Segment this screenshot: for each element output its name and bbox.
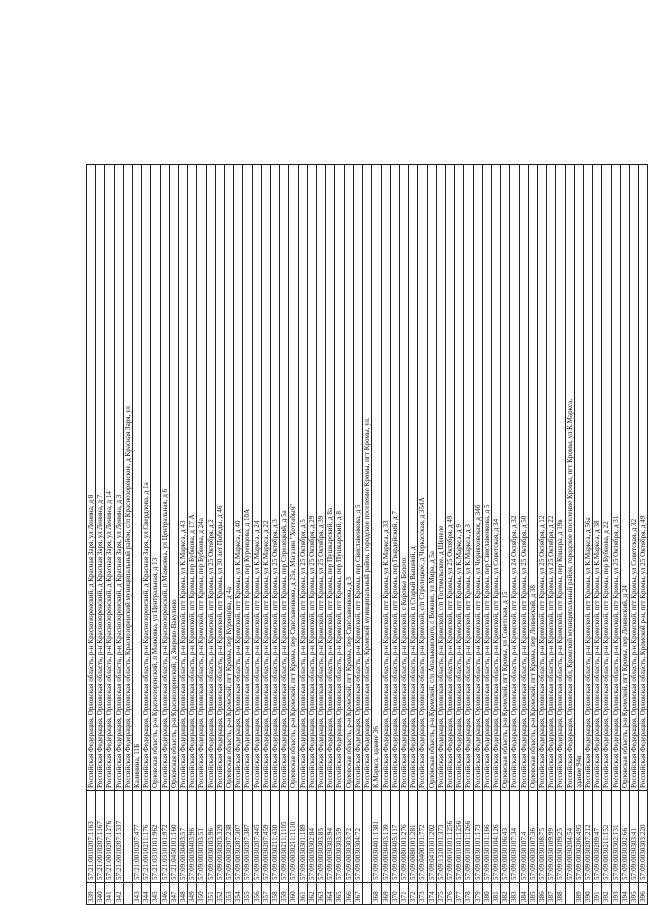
cadastral-number-cell: 57:09:0030206:495 — [574, 791, 583, 883]
cadastral-number-cell: 57:09:0030403:96 — [188, 791, 197, 883]
address-cell: Российская Федерация, Орловская область, р-н Кромской, пгт Кромы, пер Куренцова, д 10А — [243, 165, 252, 791]
row-number-cell: 345 — [151, 883, 160, 905]
cadastral-number-cell: 57:21:0010211:176 — [142, 791, 151, 883]
address-cell: Российская Федерация, Орловская область, р-н Кромской, с/п Гостомльское, д Шепеле — [436, 165, 445, 791]
cadastral-number-cell: 57:21:0310101:962 — [151, 791, 160, 883]
table-row — [602, 165, 611, 905]
table-row — [326, 165, 335, 905]
address-cell: Российская Федерация, Орловская область, р-н Краснозоренский, д Красная Заря, ул Ленина, д 7 — [96, 165, 105, 791]
row-number-cell: 396 — [639, 883, 648, 905]
address-cell: Российская Федерация, Орловская область, р-н Кромской, пгт Кромы, ул К.Маркса, д 24 — [252, 165, 261, 791]
cadastral-number-cell: 57:09:0030401:1381 — [372, 791, 381, 883]
address-cell: Российская Федерация, Орловская область, р-н Кромской, пгт Кромы, пер Пушкарский, д 8 — [335, 165, 344, 791]
table-row — [114, 165, 123, 905]
address-cell: Российская Федерация, Орловская область, р-н Кромской, пгт Кромы, ул 25 Октября, д 2 — [206, 165, 215, 791]
cadastral-number-cell: 57:09:0030303:59 — [335, 791, 344, 883]
address-cell: здание 94в — [574, 165, 583, 791]
cadastral-number-cell: 57:09:0030204:54 — [565, 791, 574, 883]
cadastral-number-cell: 57:09:0030107:36 — [528, 791, 537, 883]
table-row — [280, 165, 289, 905]
address-cell: Российская Федерация, Орловская область, Кромской муниципальный район, городское поселение Кромы, пгт Кромы, ул. — [363, 165, 372, 791]
cadastral-number-cell: 57:21:0010207:1276 — [105, 791, 114, 883]
table-row — [399, 165, 408, 905]
row-number-cell: 388 — [556, 883, 565, 905]
row-number-cell: 354 — [234, 883, 243, 905]
cadastral-number-cell: 57:21:0010207:1167 — [96, 791, 105, 883]
address-cell: Орловская область, р-н Кромской, пгт Кромы, пер Свиславенкова, д 3 — [344, 165, 353, 791]
table-row — [179, 165, 188, 905]
address-cell: Российская Федерация, Орловская область, р-н Кромской, пгт Кромы, ул 25 Октября, д 3 — [271, 165, 280, 791]
cadastral-number-cell: 57:09:0030101:173 — [473, 791, 482, 883]
address-cell: Орловская область, р-н Краснозоренский, д Зверево-Вакулино — [169, 165, 178, 791]
table-row — [206, 165, 215, 905]
cadastral-number-cell: 57:21:0010207:1163 — [87, 791, 96, 883]
table-row — [372, 165, 381, 905]
table-row — [611, 165, 620, 905]
row-number-cell: 348 — [179, 883, 188, 905]
row-number-cell: 374 — [427, 883, 436, 905]
address-cell: Российская Федерация, Орловская область, р-н Кромской, пгт Кромы, пер Пушкарский, д 8а — [326, 165, 335, 791]
table-row — [464, 165, 473, 905]
cadastral-number-cell: 57:09:0030103:51 — [197, 791, 206, 883]
table-row — [271, 165, 280, 905]
address-cell: Российская Федерация, Орловская область, р-н Кромской, пгт Кромы, ул 25 Октября, д 29 — [307, 165, 316, 791]
address-cell: Российская Федерация, Орловская область, р-н Кромской, пгт Кромы, пер Гвардейский, д 7 — [390, 165, 399, 791]
table-row — [528, 165, 537, 905]
cadastral-number-cell: 57:09:0010101:1256 — [455, 791, 464, 883]
table-row — [188, 165, 197, 905]
row-number-cell: 394 — [620, 883, 629, 905]
table-row — [87, 165, 96, 905]
address-cell: Орловская область, р-н Кромской, пгт Кромы, ул Советская, д 15 — [501, 165, 510, 791]
cadastral-number-cell: 57:09:0080101:276 — [399, 791, 408, 883]
table-row — [556, 165, 565, 905]
row-number-cell: 395 — [629, 883, 638, 905]
cadastral-number-cell — [123, 791, 132, 883]
table-row — [491, 165, 500, 905]
table-row — [160, 165, 169, 905]
table-row — [473, 165, 482, 905]
cadastral-number-cell: 57:09:0030101:166 — [482, 791, 491, 883]
table-row — [344, 165, 353, 905]
row-number-cell: 341 — [105, 883, 114, 905]
address-cell: Орловская область, р-н Кромской, с/п Апальковского, с Вожово, ул Мира, д 5а — [427, 165, 436, 791]
address-cell: Российская Федерация, Орловская область, р-н Кромской, пгт Кромы, ул 25 Октября, д 50 — [519, 165, 528, 791]
row-number-cell: 357 — [261, 883, 270, 905]
row-number-cell — [363, 883, 372, 905]
cadastral-number-cell: 57:09:0030302:131 — [611, 791, 620, 883]
row-number-cell: 361 — [298, 883, 307, 905]
row-number-cell — [565, 883, 574, 905]
cadastral-number-cell: 57:09:0030203:329 — [215, 791, 224, 883]
address-cell: Российская Федерация, Орловская область, р-н Кромской, пгт Кромы, ул 25 Октября, д 31 — [611, 165, 620, 791]
cadastral-number-cell: 57:09:0030303:94 — [326, 791, 335, 883]
row-number-cell: 349 — [188, 883, 197, 905]
cadastral-number-cell: 57:09:0030107:4 — [519, 791, 528, 883]
table-row — [519, 165, 528, 905]
address-cell: Российская Федерация, Орловская область, р-н Кромской, пгт Кромы, пер Стрелецкий, д 5а — [280, 165, 289, 791]
address-cell: Российская Федерация, Орловская область, р-н Краснозоренский, д Красная Заря, ул Ленина, д 3 — [114, 165, 123, 791]
row-number-cell: 376 — [445, 883, 454, 905]
table-row — [261, 165, 270, 905]
row-number-cell: 387 — [547, 883, 556, 905]
row-number-cell: 352 — [215, 883, 224, 905]
address-cell: Российская Федерация, Орловская область, р-н Кромской, пгт Кромы, ул К.Маркса, д 9 — [455, 165, 464, 791]
address-cell: Российская Федерация, Орловская область, р-н Кромской, пгт Кромы, ул К.Маркса, д 22 — [261, 165, 270, 791]
address-cell: Российская Федерация, Орловская область, р-н Кромской, пгт Кромы, ул Советская, д 32 — [629, 165, 638, 791]
address-cell: Российская Федерация, Орловская область, Краснозоренский муниципальный район, с/п Краснозоренское, д Красная Заря, ул — [123, 165, 132, 791]
cadastral-number-cell — [363, 791, 372, 883]
table-row — [381, 165, 390, 905]
cadastral-number-cell: 57:09:0030303:41 — [629, 791, 638, 883]
row-number-cell: 356 — [252, 883, 261, 905]
address-cell: Российская Федерация, Орловская область, р-н Краснозоренский, д Красная Заря, ул Свердлова, д 1а — [142, 165, 151, 791]
address-cell: Российская Федерация, Орловская область, р-н Кромской, пгт Кромы, ул 25 Октября, д 12 — [537, 165, 546, 791]
row-number-cell: 353 — [225, 883, 234, 905]
row-number-cell: 366 — [344, 883, 353, 905]
cadastral-number-cell: 57:09:0030211:1105 — [280, 791, 289, 883]
cadastral-number-cell: 57:09:0410101:202 — [427, 791, 436, 883]
address-cell: Российская Федерация, Орловская область, р-н Кромской, пгт Кромы, ул 25 Октября, д 49 — [445, 165, 454, 791]
address-cell: Российская Федерация, Орловская область, р-н Кромской, пгт Кромы, ул К.Маркса, д 40 — [234, 165, 243, 791]
address-cell: Российская Федерация, Орловская область, р-н Кромской, п Старый Вышний, д — [409, 165, 418, 791]
table-row — [243, 165, 252, 905]
row-number-cell: 389 — [574, 883, 583, 905]
table-row — [593, 165, 602, 905]
cadastral-number-cell: 57:09:0010101:1266 — [464, 791, 473, 883]
address-cell: К.Маркса, здание 36 — [372, 165, 381, 791]
table-row — [583, 165, 592, 905]
row-number-cell: 385 — [528, 883, 537, 905]
address-cell: Орловская область, р-н Кромской, пгт Кромы, пер Ленинский, д 24 — [620, 165, 629, 791]
cadastral-number-cell: 57:09:0030109:99 — [547, 791, 556, 883]
table-row — [565, 165, 574, 905]
address-cell: Российская Федерация, Орловская обл, Кромской муниципальный район, городское поселение Кромы, пгт Кромы, ул К.Маркса, — [565, 165, 574, 791]
cadastral-number-cell: 57:09:1310101:373 — [436, 791, 445, 883]
table-row — [482, 165, 491, 905]
address-cell: Российская Федерация, Орловская область, р-н Кромской, пгт Кромы, ул 25 Октября, д 39 — [317, 165, 326, 791]
row-number-cell: 343 — [133, 883, 142, 905]
row-number-cell: 380 — [482, 883, 491, 905]
address-cell: Российская Федерация, Орловская область, р-н Кромской, пгт Кромы, ул 25 Октября, д 5 — [298, 165, 307, 791]
row-number-cell: 351 — [206, 883, 215, 905]
address-cell: Российская Федерация, Орловская область, р-н Кромской, пгт Кромы, ул К.Маркса, д 43 — [179, 165, 188, 791]
address-cell: Российская Федерация, Орловская область, р-н Кромской, пгт Кромы, пер Бубнова, д 24а — [197, 165, 206, 791]
address-cell: Российская Федерация, Орловская область, р-н Кромской, с/п Стрелецкое, д Черкасская, д 354А — [418, 165, 427, 791]
cadastral-number-cell: 57:09:0030207:212 — [583, 791, 592, 883]
cadastral-number-cell: 57:09:0030103:96 — [206, 791, 215, 883]
cadastral-number-cell: 57:09:0030303:72 — [344, 791, 353, 883]
table-body — [87, 165, 648, 905]
row-number-cell: 347 — [169, 883, 178, 905]
table-row — [353, 165, 362, 905]
table-row — [105, 165, 114, 905]
cadastral-number-cell: 57:09:0030302:66 — [620, 791, 629, 883]
table-row — [363, 165, 372, 905]
cadastral-number-cell: 57:09:0030211:430 — [271, 791, 280, 883]
address-cell: Российская Федерация, Орловская область, р-н Кромской, с Коровье Болото — [399, 165, 408, 791]
table-row — [307, 165, 316, 905]
row-number-cell: 375 — [436, 883, 445, 905]
address-cell: Российская Федерация, Орловская область, р-н Кромской, пгт Кромы, пер Бубнова, д 22 — [602, 165, 611, 791]
row-number-cell: 364 — [326, 883, 335, 905]
blank-margin — [622, 0, 640, 905]
cadastral-number-cell: 57:09:0010101:1256 — [445, 791, 454, 883]
table-row — [436, 165, 445, 905]
address-cell: Российская Федерация, Орловская область, р-н Кромской, пгт Кромы, ул 30 лет Победы, д 46 — [215, 165, 224, 791]
row-number-cell — [123, 883, 132, 905]
cadastral-number-cell: 57:09:0030104:126 — [491, 791, 500, 883]
cadastral-number-cell: 57:09:0030207:307 — [234, 791, 243, 883]
cadastral-number-cell: 57:09:0030403:57 — [179, 791, 188, 883]
row-number-cell: 369 — [381, 883, 390, 905]
table-row — [501, 165, 510, 905]
cadastral-number-cell: 57:09:0030405:117 — [390, 791, 399, 883]
table-row — [234, 165, 243, 905]
address-cell: Российская Федерация, Орловская область, р-н Краснозоренский, д Красная Заря, ул Ленина, д 14 — [105, 165, 114, 791]
address-cell: Российская Федерация, Орловская область, р-н Краснозоренский, д Красная Заря, ул Ленина, д 8 — [87, 165, 96, 791]
row-number-cell: 355 — [243, 883, 252, 905]
row-number-cell: 350 — [197, 883, 206, 905]
row-number-cell: 360 — [289, 883, 298, 905]
cadastral-number-cell: 57:09:0030211:152 — [602, 791, 611, 883]
row-number-cell: 342 — [114, 883, 123, 905]
row-number-cell: 384 — [519, 883, 528, 905]
address-cell: Российская Федерация, Орловская область, р-н Кромской, пгт Кромы, ул Черняховская, д 34б — [473, 165, 482, 791]
row-number-cell: 339 — [87, 883, 96, 905]
table-row — [317, 165, 326, 905]
row-number-cell: 346 — [160, 883, 169, 905]
table-row — [142, 165, 151, 905]
row-number-cell: 382 — [501, 883, 510, 905]
address-cell: Российская Федерация, Орловская область, р-н Кромской, пгт Кромы, ул К.Маркса, д 56а — [583, 165, 592, 791]
row-number-cell: 386 — [537, 883, 546, 905]
address-cell: Орловская область, р-н Кромской, пгт Кромы, пер Ленинский, д 38 — [528, 165, 537, 791]
row-number-cell: 365 — [335, 883, 344, 905]
address-cell: Калинина, 11Б — [133, 165, 142, 791]
row-number-cell: 392 — [602, 883, 611, 905]
table-row — [123, 165, 132, 905]
table-row — [252, 165, 261, 905]
table-row — [455, 165, 464, 905]
address-cell: Орловская область, р-н Краснозоренский, п Маяковка, ул Центральная, д 13 — [151, 165, 160, 791]
table-row — [445, 165, 454, 905]
row-number-cell: 358 — [271, 883, 280, 905]
cadastral-number-cell: 57:09:0030106:43 — [501, 791, 510, 883]
table-row — [151, 165, 160, 905]
address-cell: Российская Федерация, Орловская область, р-н Кромской, пгт Кромы, ул 24 Октября, д 32 — [510, 165, 519, 791]
address-cell: Российская Федерация, Орловская область, Кромской р-н, пгт Кромы, ул 25 Октября, д 49 — [639, 165, 648, 791]
cadastral-number-cell: 57:09:0030302:84 — [307, 791, 316, 883]
row-number-cell: 371 — [399, 883, 408, 905]
row-number-cell: 368 — [372, 883, 381, 905]
row-number-cell: 340 — [96, 883, 105, 905]
address-cell: Российская Федерация, Орловская область, р-н Кромской, пгт Кромы, ул К.Маркса, д 38 — [593, 165, 602, 791]
row-number-cell: 390 — [583, 883, 592, 905]
cadastral-number-cell: 57:09:0400101:772 — [418, 791, 427, 883]
cadastral-number-cell: 57:09:0030209:47 — [593, 791, 602, 883]
address-cell: Российская Федерация, Орловская область, р-н Краснозоренский, п Маяковка, ул Центральная, д 6 — [160, 165, 169, 791]
table-row — [510, 165, 519, 905]
cadastral-number-cell: 57:09:0030109:25 — [556, 791, 565, 883]
cadastral-number-cell: 57:09:0030303:220 — [639, 791, 648, 883]
address-cell: Российская Федерация, Орловская область, р-н Кромской, пгт Кромы, ул К.Маркса, д 3 — [464, 165, 473, 791]
table-row — [418, 165, 427, 905]
cadastral-number-cell: 57:09:0030107:34 — [510, 791, 519, 883]
row-number-cell: 377 — [455, 883, 464, 905]
address-cell: Российская Федерация, Орловская область, р-н Кромской, пгт Кромы, пер Бубнова, д 17 А — [188, 165, 197, 791]
row-number-cell: 370 — [390, 883, 399, 905]
row-number-cell: 372 — [409, 883, 418, 905]
table-row — [390, 165, 399, 905]
cadastral-number-cell: 57:09:0030303:85 — [317, 791, 326, 883]
table-row — [409, 165, 418, 905]
address-cell: Российская Федерация, Орловская область, р-н Кромской, пгт Кромы, пер Кошара, д 19в — [556, 165, 565, 791]
row-number-cell: 378 — [464, 883, 473, 905]
address-cell: Российская Федерация, Орловская область, р-н Кромской, пгт Кромы, ул Советская, д 34 — [491, 165, 500, 791]
row-number-cell: 373 — [418, 883, 427, 905]
cadastral-number-cell: 57:09:0030304:72 — [353, 791, 362, 883]
cadastral-number-cell: 57:21:0450101:160 — [169, 791, 178, 883]
rotated-table-container — [86, 165, 648, 905]
cadastral-number-cell: 57:09:0030301:189 — [298, 791, 307, 883]
row-number-cell: 359 — [280, 883, 289, 905]
table-row — [427, 165, 436, 905]
cadastral-number-cell: 57:09:0030207:238 — [225, 791, 234, 883]
row-number-cell: 391 — [593, 883, 602, 905]
row-number-cell: 344 — [142, 883, 151, 905]
row-number-cell: 383 — [510, 883, 519, 905]
cadastral-number-cell: 57:09:0080101:281 — [409, 791, 418, 883]
cadastral-number-cell: 57:09:0030211:1110 — [289, 791, 298, 883]
table-row — [215, 165, 224, 905]
address-cell: Российская Федерация, Орловская область, р-н Кромской, пгт Кромы, ул К.Маркса, д 33 — [381, 165, 390, 791]
table-row — [169, 165, 178, 905]
table-row — [225, 165, 234, 905]
cadastral-number-cell: 57:21:0010207:477 — [133, 791, 142, 883]
table-row — [335, 165, 344, 905]
cadastral-number-cell: 57:09:0030207:445 — [252, 791, 261, 883]
address-cell: Орловская область, р-н Кромской, пгт Кромы, пер Куренцова, д 4а — [225, 165, 234, 791]
table-row — [197, 165, 206, 905]
table-row — [574, 165, 583, 905]
row-number-cell: 363 — [317, 883, 326, 905]
address-cell: Орловская область, р-н Кромской, пгт Кромы, пер Свиславенкова, д 25а, Магазин "Хоттабыч" — [289, 165, 298, 791]
table-row — [537, 165, 546, 905]
row-number-cell: 381 — [491, 883, 500, 905]
row-number-cell: 379 — [473, 883, 482, 905]
cadastral-number-cell: 57:21:0310101:972 — [160, 791, 169, 883]
row-number-cell: 367 — [353, 883, 362, 905]
cadastral-number-cell: 57:09:0030207:387 — [243, 791, 252, 883]
table-row — [96, 165, 105, 905]
cadastral-number-cell: 57:09:0030108:75 — [537, 791, 546, 883]
cadastral-number-cell: 57:21:0010207:1337 — [114, 791, 123, 883]
cadastral-number-cell: 57:09:0030207:459 — [261, 791, 270, 883]
property-register-table — [86, 164, 648, 905]
table-row — [639, 165, 648, 905]
address-cell: Российская Федерация, Орловская область, р-н Кромской, пгт Кромы, пер Свиславенкова, д 5 — [482, 165, 491, 791]
row-number-cell: 393 — [611, 883, 620, 905]
table-row — [298, 165, 307, 905]
cadastral-number-cell: 57:09:0030403:139 — [381, 791, 390, 883]
address-cell: Российская Федерация, Орловская область, р-н Кромской, пгт Кромы, ул 25 Октября, д 22 — [547, 165, 556, 791]
table-row — [289, 165, 298, 905]
address-cell: Российская Федерация, Орловская область, р-н Кромской, пгт Кромы, пер Свиславенкова, д 5 — [353, 165, 362, 791]
table-row — [547, 165, 556, 905]
table-row — [133, 165, 142, 905]
row-number-cell: 362 — [307, 883, 316, 905]
